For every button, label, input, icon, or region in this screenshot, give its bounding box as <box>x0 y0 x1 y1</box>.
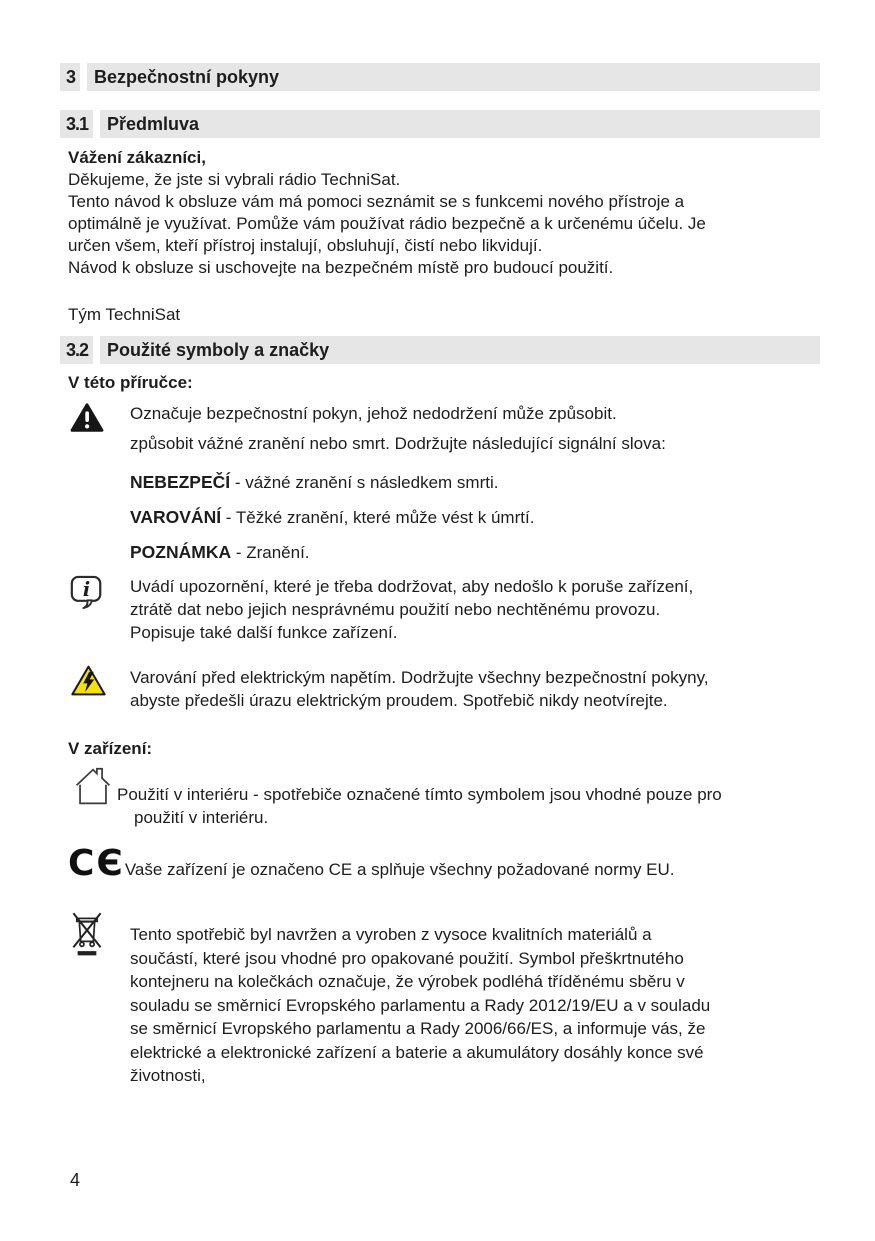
section-heading-3-2 <box>60 336 820 364</box>
signal-word: POZNÁMKA <box>130 542 232 562</box>
ce-letter-c: C <box>68 843 97 884</box>
warning-triangle-icon <box>68 403 130 437</box>
ce-item <box>68 843 820 884</box>
paragraph-line: Návod k obsluze si uschovejte na bezpečném místě pro budoucí použití. <box>68 258 614 277</box>
house-icon <box>68 766 117 812</box>
signal-word: NEBEZPEČÍ <box>130 472 231 492</box>
info-glyph: i <box>82 578 91 602</box>
paragraph-line: použití v interiéru. <box>134 808 269 827</box>
ce-mark-icon <box>68 843 125 884</box>
paragraph-line: se směrnicí Evropského parlamentu a Rady 2006/66/ES, a informuje vás, že <box>130 1019 706 1038</box>
weee-item <box>68 907 820 1088</box>
electric-warning-item <box>68 664 820 712</box>
section-title: Použité symboly a značky <box>100 336 820 364</box>
signoff: Tým TechniSat <box>68 305 181 324</box>
paragraph-line: součástí, které jsou vhodné pro opakované použití. Symbol přeškrtnutého <box>130 948 684 968</box>
indoor-use-item <box>68 766 820 829</box>
paragraph-line: Tento spotřebič byl navržen a vyroben z vysoce kvalitních materiálů a <box>130 925 652 944</box>
salutation: Vážení zákazníci, <box>68 148 206 167</box>
preface-paragraph <box>68 169 820 279</box>
warning-item <box>68 403 820 459</box>
section-title: Předmluva <box>100 110 820 138</box>
section-number: 3.1 <box>60 110 93 138</box>
ce-letter-e: Є <box>96 843 125 884</box>
signal-word-warning <box>68 506 820 529</box>
paragraph-line: ztrátě dat nebo jejich nesprávnému použití nebo nechtěnému provozu. <box>130 600 661 619</box>
info-item <box>68 575 820 644</box>
section-number: 3 <box>60 63 80 91</box>
paragraph-line: Tento návod k obsluze vám má pomoci seznámit se s funkcemi nového přístroje a <box>68 192 685 211</box>
signal-word-note <box>68 541 820 564</box>
info-icon <box>68 575 130 616</box>
paragraph-line: Označuje bezpečnostní pokyn, jehož nedodržení může způsobit. <box>130 404 617 423</box>
paragraph-line: Popisuje také další funkce zařízení. <box>130 623 398 642</box>
paragraph-line: souladu se směrnicí Evropského parlamentu a Rady 2012/19/EU a v souladu <box>130 995 711 1015</box>
paragraph-line: způsobit vážné zranění nebo smrt. Dodržujte následující signální slova: <box>130 434 666 453</box>
paragraph-line: elektrické a elektronické zařízení a baterie a akumulátory dosáhly konce své <box>130 1042 704 1062</box>
signal-word: VAROVÁNÍ <box>130 507 222 527</box>
weee-bin-icon <box>68 907 130 962</box>
paragraph-line: Uvádí upozornění, které je třeba dodržovat, aby nedošlo k poruše zařízení, <box>130 577 694 596</box>
paragraph-line: určen všem, kteří přístroj instalují, obsluhují, čistí nebo likvidují. <box>68 236 543 255</box>
signal-word-danger <box>68 471 820 494</box>
signal-desc: - Zranění. <box>231 543 310 562</box>
paragraph-line: Varování před elektrickým napětím. Dodržujte všechny bezpečnostní pokyny, <box>130 668 709 687</box>
section-number: 3.2 <box>60 336 93 364</box>
paragraph-line: optimálně je využívat. Pomůže vám používat rádio bezpečně a k určenému účelu. Je <box>68 214 706 233</box>
device-symbols-intro: V zařízení: <box>68 739 153 758</box>
paragraph-line: abyste předešli úrazu elektrickým proudem. Spotřebič nikdy neotvírejte. <box>130 691 668 710</box>
manual-symbols-intro: V této příručce: <box>68 373 193 392</box>
section-heading-3 <box>60 63 820 91</box>
page-number: 4 <box>70 1170 81 1190</box>
signal-desc: - Těžké zranění, které může vést k úmrtí. <box>221 508 535 527</box>
paragraph-line: Použití v interiéru - spotřebiče označené tímto symbolem jsou vhodné pouze pro <box>117 785 722 804</box>
section-heading-3-1 <box>60 110 820 138</box>
paragraph-line: životnosti, <box>130 1066 206 1085</box>
paragraph-line: Vaše zařízení je označeno CE a splňuje všechny požadované normy EU. <box>124 860 675 879</box>
signal-desc: - vážné zranění s následkem smrti. <box>230 473 499 492</box>
paragraph-line: kontejneru na kolečkách označuje, že výrobek podléhá tříděnému sběru v <box>130 972 685 991</box>
section-title: Bezpečnostní pokyny <box>87 63 820 91</box>
high-voltage-icon <box>68 664 130 702</box>
paragraph-line: Děkujeme, že jste si vybrali rádio TechniSat. <box>68 170 401 189</box>
